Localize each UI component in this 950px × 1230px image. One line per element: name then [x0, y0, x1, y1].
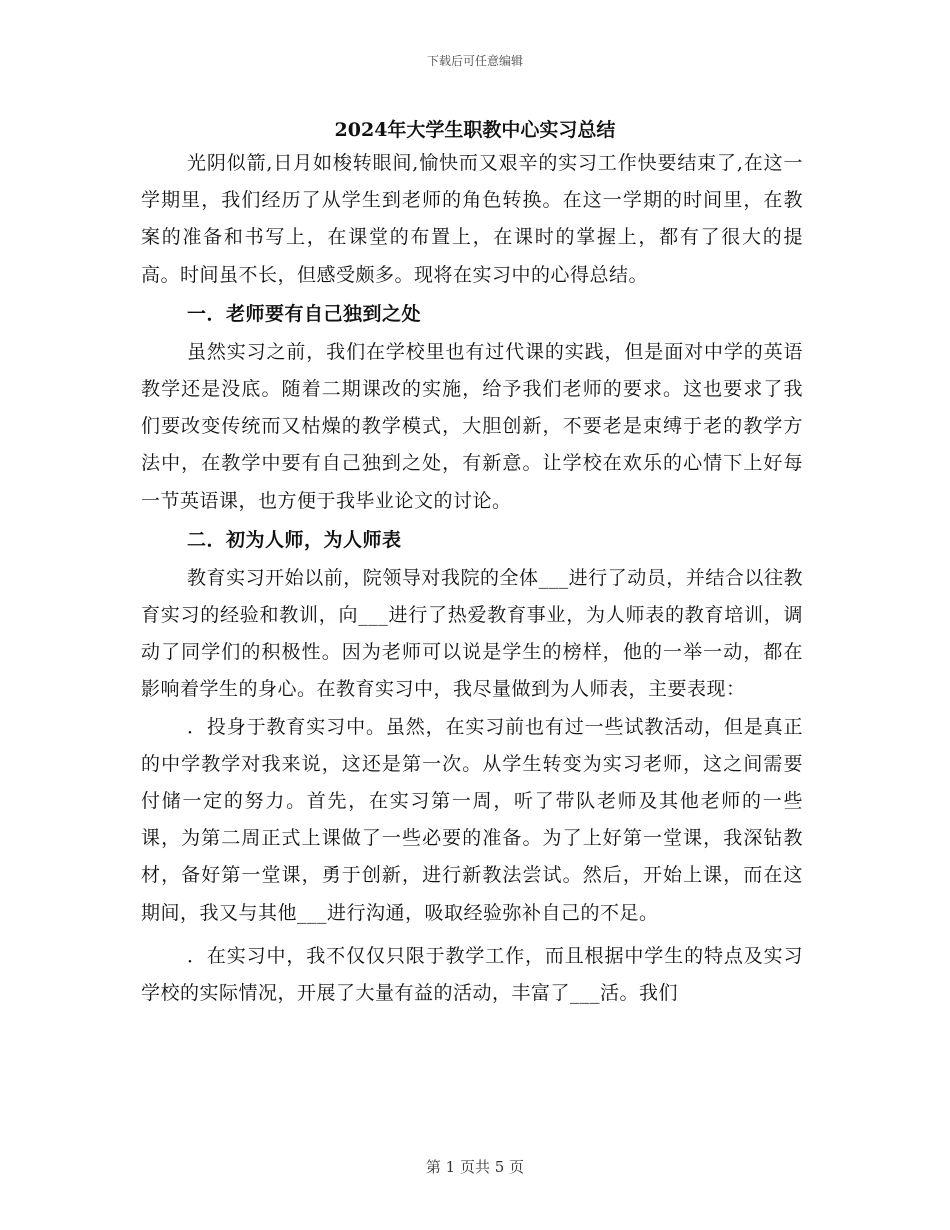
section-1-paragraph: 虽然实习之前，我们在学校里也有过代课的实践，但是面对中学的英语教学还是没底。随着二期课改的实施，给予我们老师的要求。这也要求了我们要改变传统而又枯燥的教学模式，大胆创新，不要老是束缚于老的教学方法中，在教学中要有自己独到之处，有新意。让学校在欢乐的心情下上好每一节英语课，也方便于我毕业论文的讨论。	[141, 340, 803, 512]
point-2-paragraph: ．在实习中，我不仅仅只限于教学工作，而且根据中学生的特点及实习学校的实际情况，开展了大量有益的活动，丰富了___活。我们	[141, 944, 803, 1005]
point-1-paragraph: ．投身于教育实习中。虽然，在实习前也有过一些试教活动，但是真正的中学教学对我来说，这还是第一次。从学生转变为实习老师，这之间需要付储一定的努力。首先，在实习第一周，听了带队老师及其他老师的一些课，为第二周正式上课做了一些必要的准备。为了上好第一堂课，我深钻教材，备好第一堂课，勇于创新，进行新教法尝试。然后，开始上课，而在这期间，我又与其他___进行沟通，吸取经验弥补自己的不足。	[141, 715, 803, 924]
page-number-footer: 第 1 页共 5 页	[425, 1158, 525, 1176]
section-1-heading: 一．老师要有自己独到之处	[187, 302, 422, 325]
section-2-heading: 二．初为人师，为人师表	[187, 528, 402, 551]
intro-paragraph: 光阴似箭,日月如梭转眼间,愉快而又艰辛的实习工作快要结束了,在这一学期里，我们经历了从学生到老师的角色转换。在这一学期的时间里，在教案的准备和书写上，在课堂的布置上，在课时的掌握上，都有了很大的提高。时间虽不长，但感受颇多。现将在实习中的心得总结。	[141, 152, 803, 286]
document-title: 2024年大学生职教中心实习总结	[334, 119, 616, 141]
document-body	[141, 145, 803, 1012]
section-2-paragraph: 教育实习开始以前，院领导对我院的全体___进行了动员，并结合以往教育实习的经验和教训，向___进行了热爱教育事业，为人师表的教育培训，调动了同学们的积极性。因为老师可以说是学生的榜样，他的一举一动，都在影响着学生的身心。在教育实习中，我尽量做到为人师表，主要表现：	[141, 566, 803, 701]
page-header-note: 下载后可任意编辑	[426, 54, 523, 68]
